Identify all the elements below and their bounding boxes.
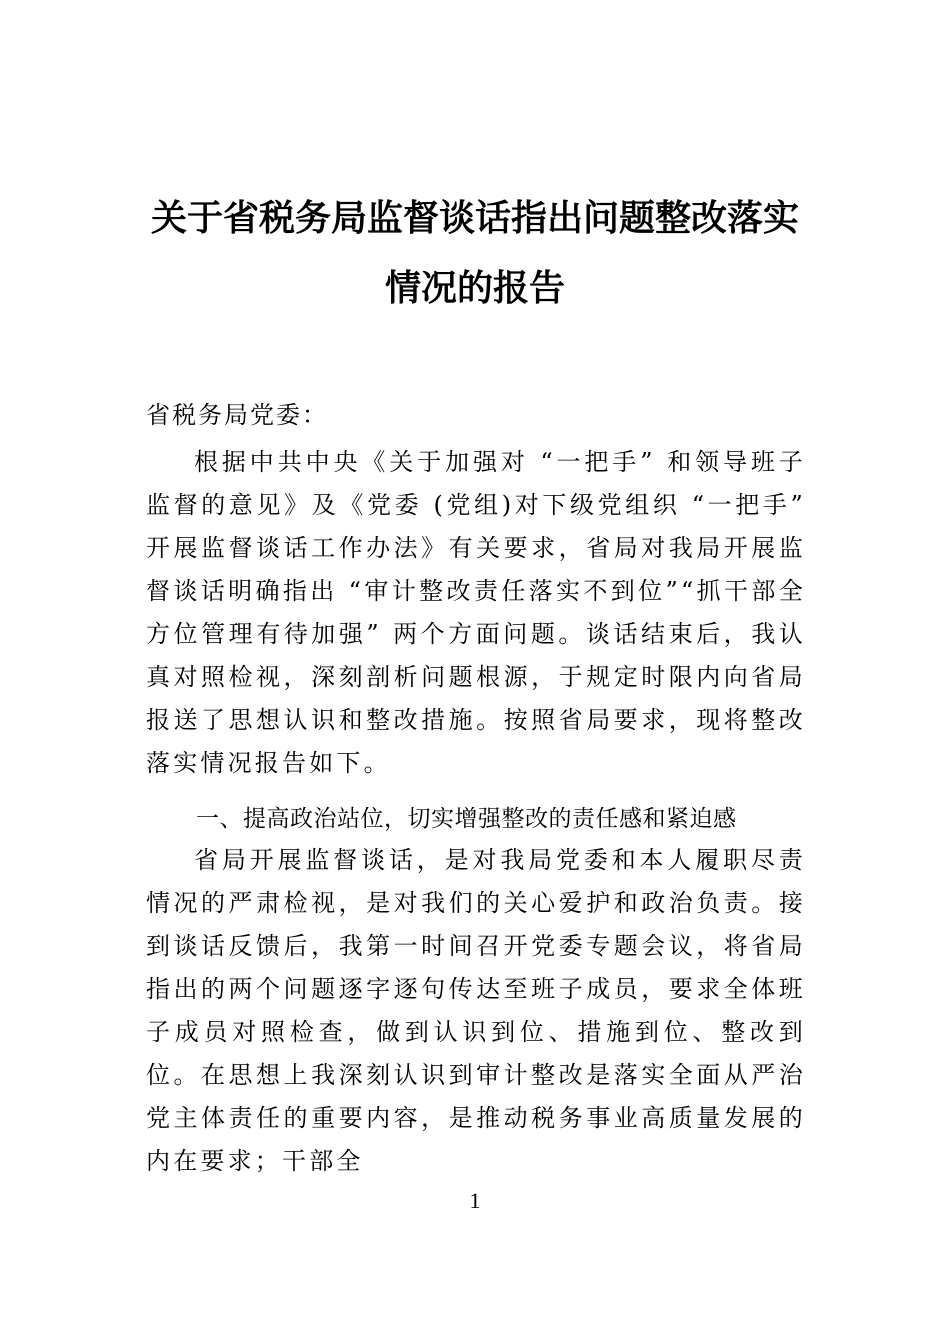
section-heading-1: 一、提高政治站位，切实增强整改的责任感和紧迫感 (196, 806, 737, 832)
page-number: 1 (469, 1188, 481, 1213)
body-paragraph-2: 省局开展监督谈话，是对我局党委和本人履职尽责情况的严肃检视，是对我们的关心爱护和政治负责。接到谈话反馈后，我第一时间召开党委专题会议，将省局指出的两个问题逐字逐句传达至班子成员，要求全体班子成员对照检查，做到认识到位、措施到位、整改到位。在思想上我深刻认识到审计整改是落实全面从严治党主体责任的重要内容，是推动税务事业高质量发展的内在要求；干部全 (146, 846, 806, 1175)
document-title-line2: 情况的报告 (384, 267, 565, 309)
document-title-line1: 关于省税务局监督谈话指出问题整改落实 (150, 197, 799, 239)
body-paragraph-1: 根据中共中央《关于加强对 “一把手” 和领导班子监督的意见》及《党委 (党组)对下级党组织 “一把手” 开展监督谈话工作办法》有关要求，省局对我局开展监督谈话明确指出 “审计整改责任落实不到位”“抓干部全方位管理有待加强” 两个方面问题。谈话结束后，我认真对照检视，深刻剖析问题根源，于规定时限内向省局报送了思想认识和整改措施。按照省局要求，现将整改落实情况报告如下。 (146, 448, 806, 777)
salutation: 省税务局党委： (146, 401, 328, 429)
